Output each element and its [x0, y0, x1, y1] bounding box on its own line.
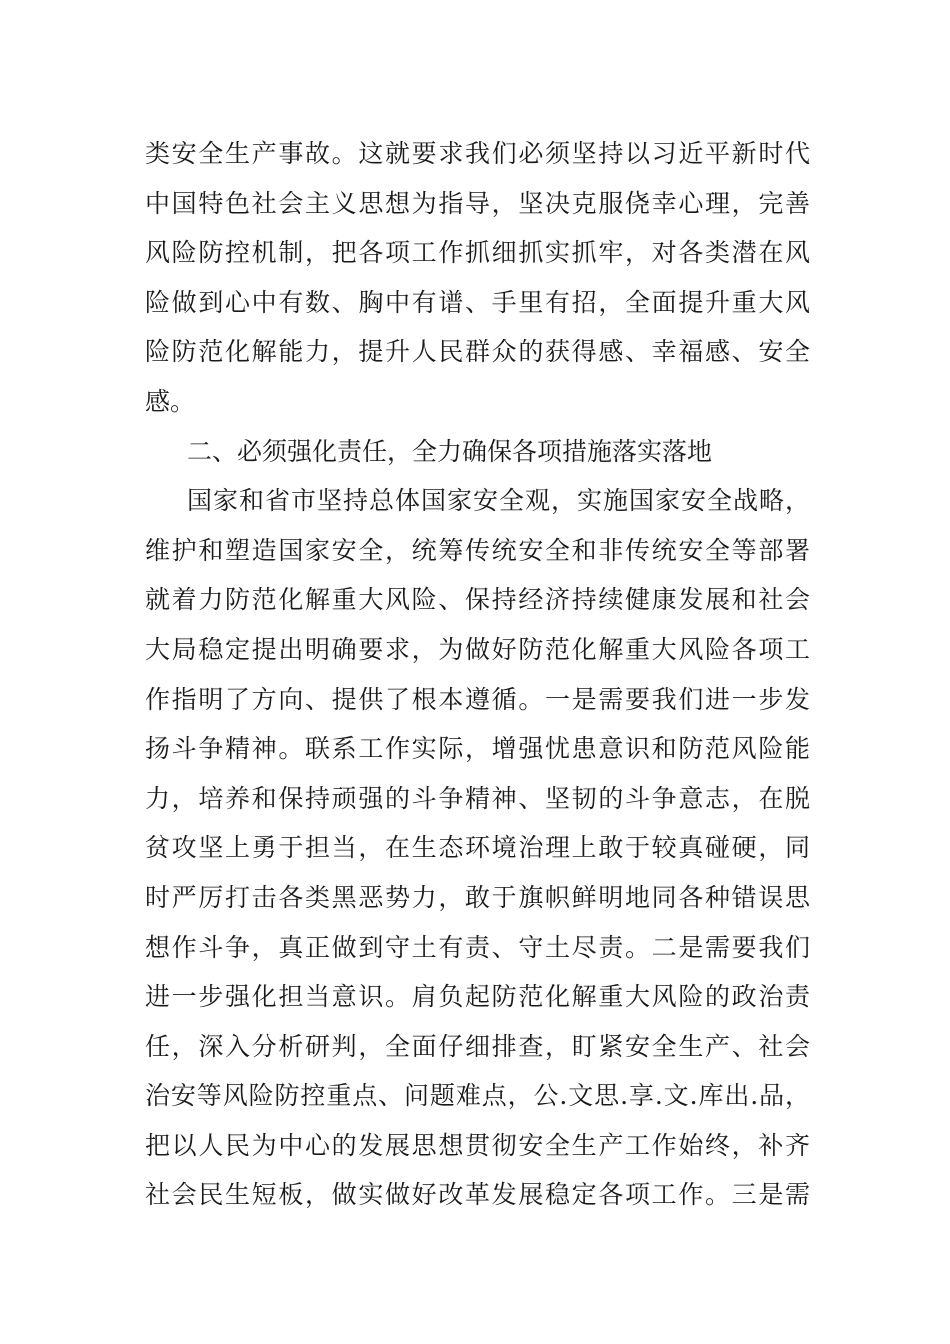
text-line: 风险防控机制，把各项工作抓细抓实抓牢，对各类潜在风 [145, 238, 810, 268]
body-text [145, 129, 810, 1220]
text-line: 作指明了方向、提供了根本遵循。一是需要我们进一步发 [145, 684, 810, 714]
text-line: 时严厉打击各类黑恶势力，敢于旗帜鲜明地同各种错误思 [145, 882, 810, 912]
text-line: 社会民生短板，做实做好改革发展稳定各项工作。三是需 [145, 1180, 810, 1210]
section-heading: 二、必须强化责任，全力确保各项措施落实落地 [187, 436, 713, 466]
text-line: 险做到心中有数、胸中有谱、手里有招，全面提升重大风 [145, 287, 810, 317]
text-line: 治安等风险防控重点、问题难点，公.文思.享.文.库出.品， [145, 1081, 810, 1111]
text-line: 类安全生产事故。这就要求我们必须坚持以习近平新时代 [145, 139, 810, 168]
text-line: 中国特色社会主义思想为指导，坚决克服侥幸心理，完善 [145, 188, 810, 218]
text-line: 想作斗争，真正做到守土有责、守土尽责。二是需要我们 [145, 932, 810, 962]
text-line: 国家和省市坚持总体国家安全观，实施国家安全战略， [187, 486, 810, 516]
text-line: 险防范化解能力，提升人民群众的获得感、幸福感、安全 [145, 337, 810, 367]
text-line: 就着力防范化解重大风险、保持经济持续健康发展和社会 [145, 585, 810, 615]
text-line: 贫攻坚上勇于担当，在生态环境治理上敢于较真碰硬，同 [145, 833, 810, 863]
text-line: 力，培养和保持顽强的斗争精神、坚韧的斗争意志，在脱 [145, 783, 810, 813]
text-line: 维护和塑造国家安全，统筹传统安全和非传统安全等部署 [145, 535, 810, 565]
text-line: 任，深入分析研判，全面仔细排查，盯紧安全生产、社会 [145, 1031, 810, 1061]
text-line: 扬斗争精神。联系工作实际，增强忧患意识和防范风险能 [145, 734, 810, 764]
text-line: 感。 [145, 386, 196, 416]
text-line: 大局稳定提出明确要求，为做好防范化解重大风险各项工 [145, 634, 810, 664]
text-line: 进一步强化担当意识。肩负起防范化解重大风险的政治责 [145, 982, 810, 1012]
text-line: 把以人民为中心的发展思想贯彻安全生产工作始终，补齐 [145, 1130, 810, 1160]
